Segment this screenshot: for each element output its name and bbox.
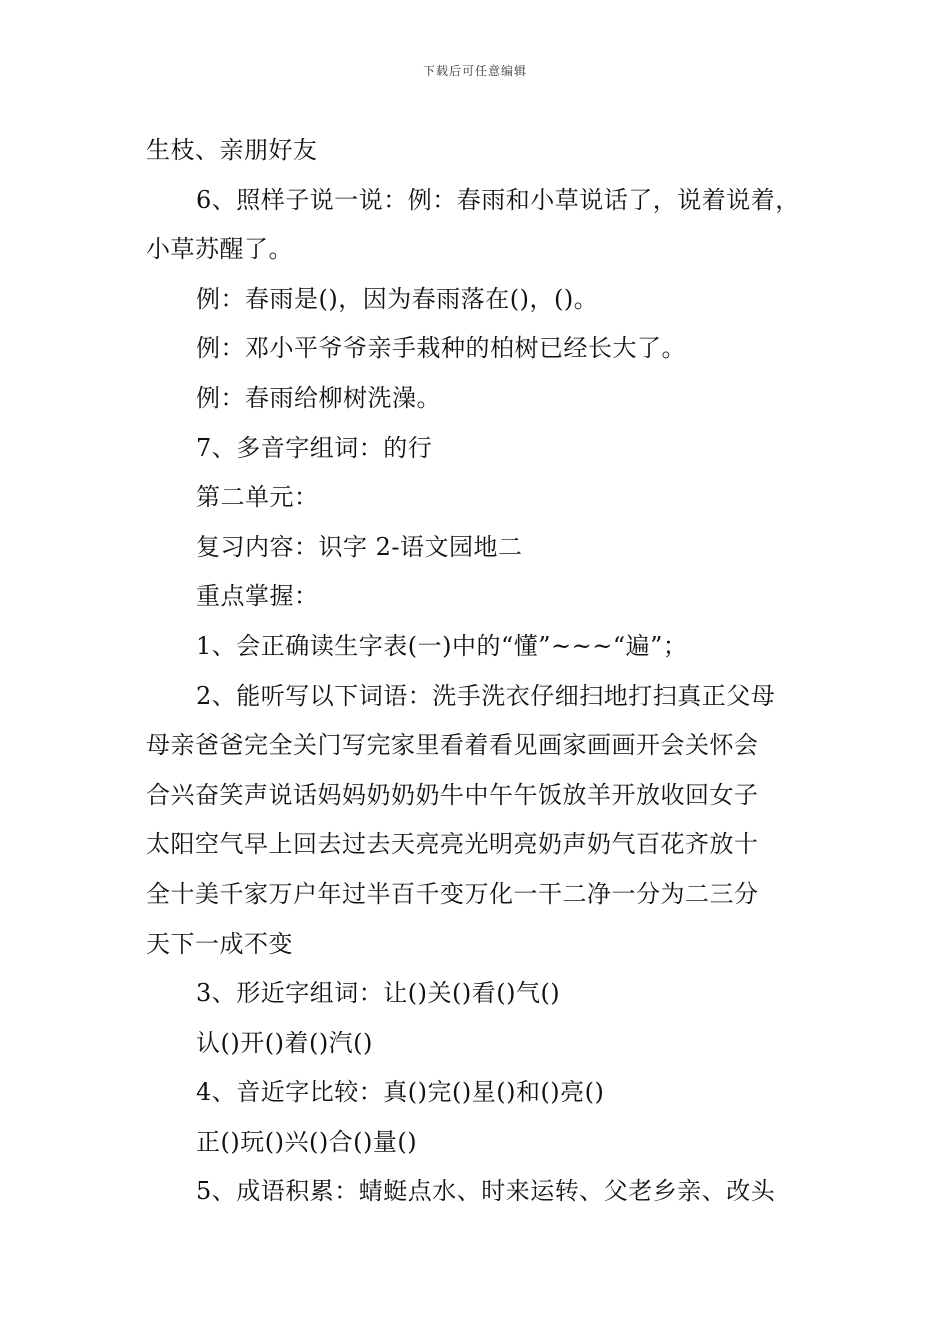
text-line: 复习内容：识字 2-语文园地二 (196, 532, 523, 561)
text-line: 母亲爸爸完全关门写完家里看着看见画家画画开会关怀会 (146, 731, 759, 760)
text-line: 重点掌握： (196, 582, 319, 611)
text-line: 合兴奋笑声说话妈妈奶奶奶牛中午午饭放羊开放收回女子 (146, 780, 759, 809)
text-line: 例：邓小平爷爷亲手栽种的柏树已经长大了。 (196, 334, 686, 363)
text-line: 例：春雨是()，因为春雨落在()，()。 (196, 284, 599, 313)
text-line: 2、能听写以下词语：洗手洗衣仔细扫地打扫真正父母 (196, 681, 776, 710)
text-line: 生枝、亲朋好友 (146, 136, 318, 164)
text-line: 全十美千家万户年过半百千变万化一干二净一分为二三分 (146, 879, 759, 908)
text-line: 正()玩()兴()合()量() (196, 1127, 418, 1156)
document-body (146, 126, 811, 1217)
text-line: 认()开()着()汽() (196, 1028, 373, 1057)
page-header: 下载后可任意编辑 (422, 64, 527, 78)
text-line: 5、成语积累：蜻蜓点水、时来运转、父老乡亲、改头 (196, 1177, 776, 1206)
text-line: 小草苏醒了。 (146, 235, 293, 264)
text-line: 4、音近字比较：真()完()星()和()亮() (196, 1078, 605, 1107)
text-line: 天下一成不变 (146, 929, 293, 958)
text-line: 7、多音字组词：的行 (196, 433, 433, 462)
text-line: 3、形近字组词：让()关()看()气() (196, 979, 561, 1008)
text-line: 1、会正确读生字表(一)中的“懂”~~~“遍”； (196, 631, 688, 660)
text-line: 6、照样子说一说：例：春雨和小草说话了，说着说着， (196, 185, 800, 214)
text-line: 例：春雨给柳树洗澡。 (196, 383, 441, 412)
section-heading: 第二单元： (196, 483, 319, 512)
text-line: 太阳空气早上回去过去天亮亮光明亮奶声奶气百花齐放十 (146, 830, 759, 859)
